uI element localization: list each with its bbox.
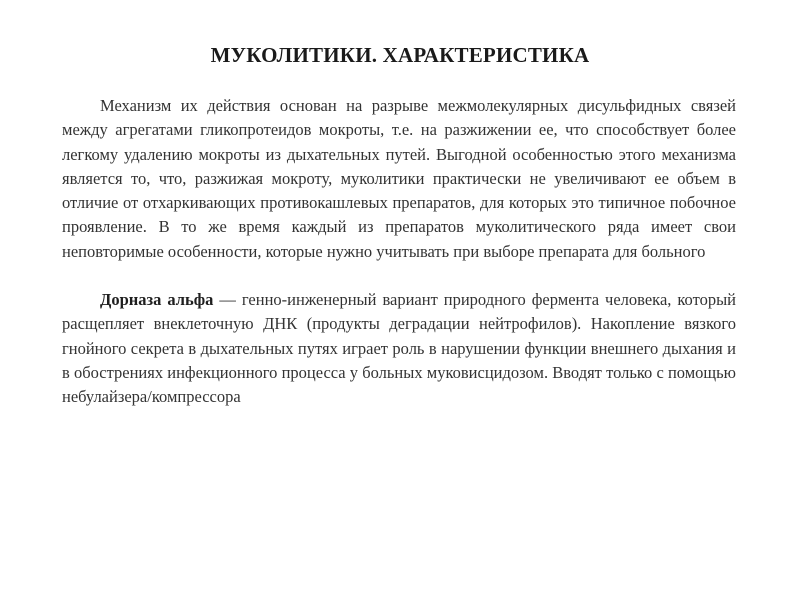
slide-body bbox=[62, 94, 736, 410]
paragraph-dornase-alfa bbox=[62, 288, 736, 409]
dornase-alfa-description: — генно-инженерный вариант природного фермента человека, который расщепляет внеклеточную ДНК (продукты деградации нейтрофилов). Накопление вязкого гнойного секрета в дыхательных путях играет роль в нарушении функции внешнего дыхания и в обострениях инфекционного процесса у больных муковисцидозом. Вводят только с помощью небулайзера/компрессора bbox=[62, 290, 736, 407]
dornase-alfa-term: Дорназа альфа bbox=[100, 290, 214, 310]
slide-title: МУКОЛИТИКИ. ХАРАКТЕРИСТИКА bbox=[210, 43, 590, 67]
paragraph-mechanism: Механизм их действия основан на разрыве межмолекулярных дисульфидных связей между агрегатами гликопротеидов мокроты, т.е. на разжижении ее, что способствует более легкому удалению мокроты из дыхательных путей. Выгодной особенностью этого механизма является то, что, разжижая мокроту, муколитики практически не увеличивают ее объем в отличие от отхаркивающих противокашлевых препаратов, для которых это типичное побочное проявление. В то же время каждый из препаратов муколитического ряда имеет свои неповторимые особенности, которые нужно учитывать при выборе препарата для больного bbox=[62, 96, 736, 261]
